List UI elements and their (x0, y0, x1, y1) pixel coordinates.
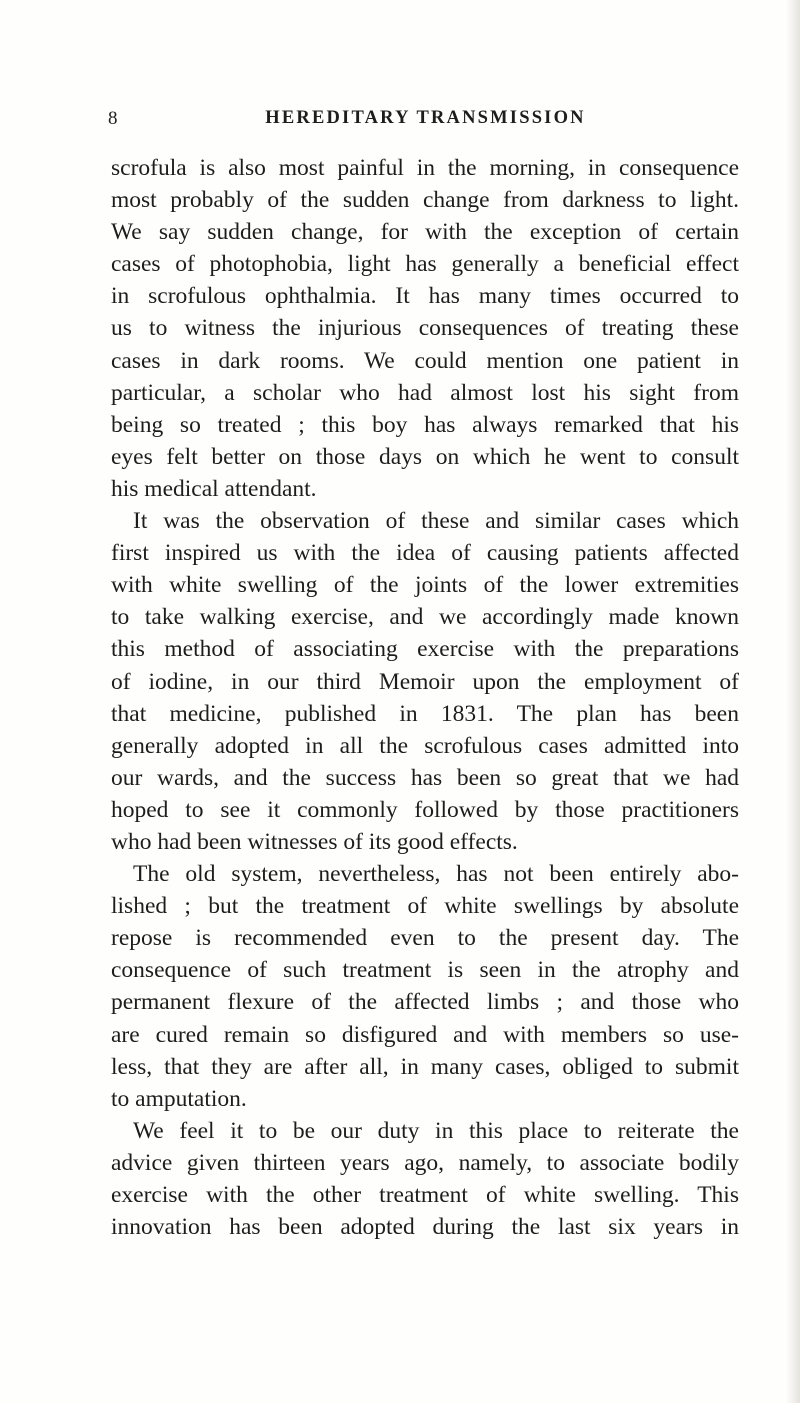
text-line: that medicine, published in 1831. The plan has been (111, 700, 739, 727)
text-line: cases of photophobia, light has generally a beneficial effect (111, 251, 739, 278)
text-line: to take walking exercise, and we accordingly made known (111, 604, 739, 631)
page-edge-shadow (786, 0, 800, 1403)
text-line: of iodine, in our third Memoir upon the employment of (111, 668, 739, 695)
text-line: most probably of the sudden change from darkness to light. (111, 187, 739, 214)
text-line: permanent flexure of the affected limbs ; and those who (111, 989, 739, 1016)
text-line: this method of associating exercise with the preparations (111, 636, 739, 663)
text-line: in scrofulous ophthalmia. It has many times occurred to (111, 283, 739, 310)
body-text (111, 152, 739, 1243)
text-line: our wards, and the success has been so great that we had (111, 764, 739, 791)
text-line: It was the observation of these and similar cases which (133, 508, 739, 535)
text-line: repose is recommended even to the present day. The (111, 925, 739, 952)
text-line: generally adopted in all the scrofulous cases admitted into (111, 732, 739, 759)
text-line: less, that they are after all, in many cases, obliged to submit (111, 1053, 739, 1080)
text-line: who had been witnesses of its good effects. (111, 828, 518, 855)
text-line: consequence of such treatment is seen in the atrophy and (111, 957, 739, 984)
text-line: first inspired us with the idea of causing patients affected (111, 540, 739, 567)
running-head-title: HEREDITARY TRANSMISSION (265, 108, 586, 128)
text-line: eyes felt better on those days on which he went to consult (111, 443, 739, 470)
page-number: 8 (108, 108, 118, 129)
text-line: his medical attendant. (111, 475, 317, 502)
text-line: are cured remain so disfigured and with members so use- (111, 1021, 739, 1048)
text-line: We feel it to be our duty in this place to reiterate the (133, 1117, 739, 1144)
text-line: hoped to see it commonly followed by those practitioners (111, 796, 739, 823)
text-line: particular, a scholar who had almost lost his sight from (111, 379, 739, 406)
text-line: being so treated ; this boy has always remarked that his (111, 411, 739, 438)
text-line: lished ; but the treatment of white swellings by absolute (111, 893, 739, 920)
text-line: to amputation. (111, 1085, 247, 1112)
text-line: cases in dark rooms. We could mention one patient in (111, 347, 739, 374)
text-line: The old system, nevertheless, has not been entirely abo- (133, 861, 739, 888)
running-head (108, 108, 748, 136)
text-line: scrofula is also most painful in the morning, in consequence (111, 155, 739, 181)
text-line: advice given thirteen years ago, namely, to associate bodily (111, 1149, 739, 1176)
text-line: with white swelling of the joints of the lower extremities (111, 572, 739, 599)
text-line: innovation has been adopted during the last six years in (111, 1214, 739, 1241)
text-line: exercise with the other treatment of white swelling. This (111, 1182, 739, 1208)
text-line: We say sudden change, for with the exception of certain (111, 219, 739, 246)
text-line: us to witness the injurious consequences of treating these (111, 315, 739, 342)
